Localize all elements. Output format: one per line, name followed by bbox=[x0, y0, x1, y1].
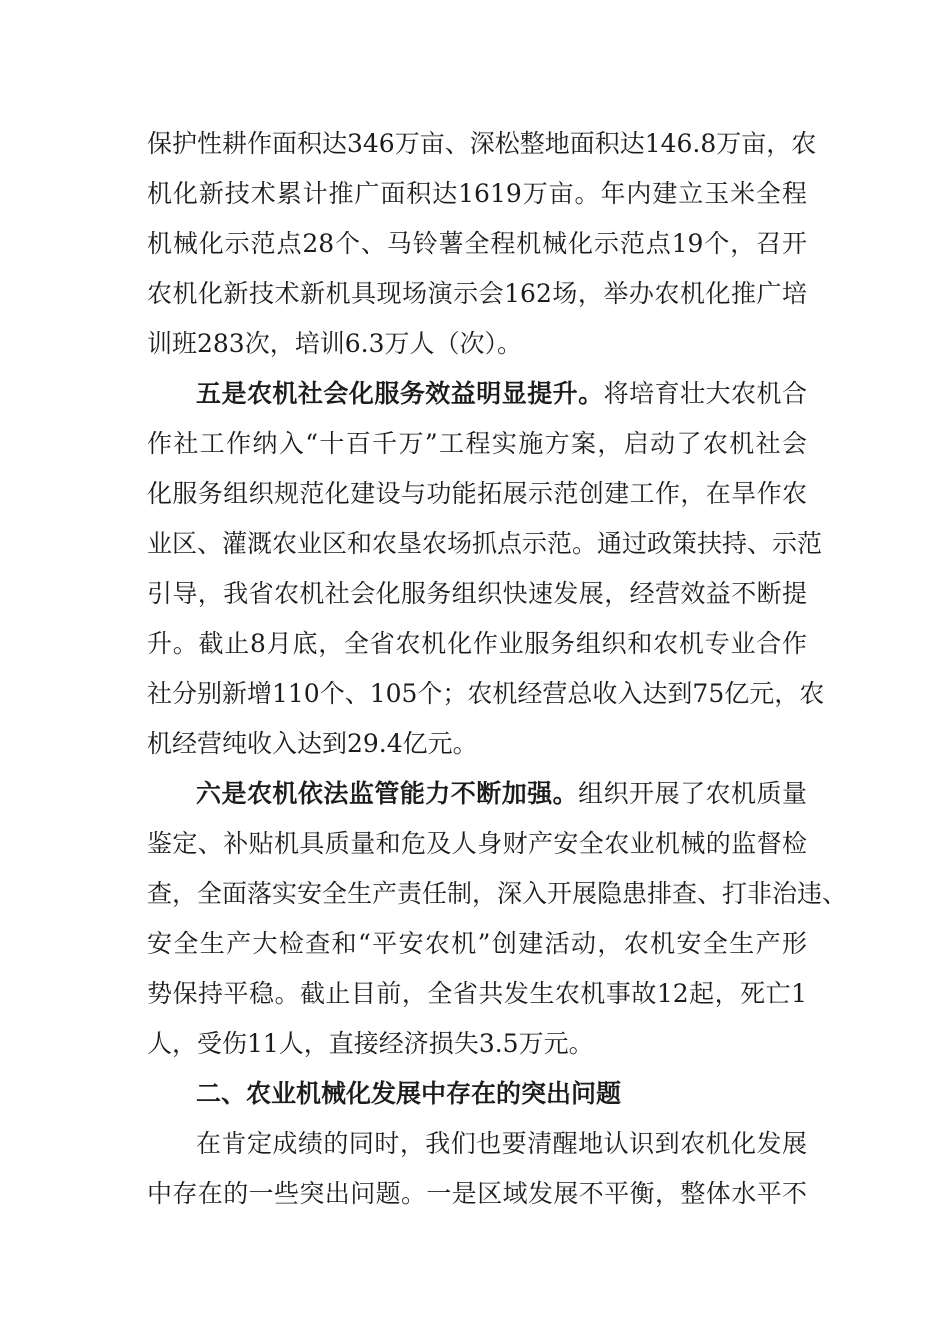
paragraph-line: 训班283次，培训6.3万人（次）。 bbox=[147, 329, 522, 358]
paragraph-line: 机经营纯收入达到29.4亿元。 bbox=[147, 729, 478, 758]
paragraph-line: 化服务组织规范化建设与功能拓展示范创建工作，在旱作农 bbox=[147, 479, 807, 508]
paragraph-line: 机化新技术累计推广面积达1619万亩。年内建立玉米全程 bbox=[147, 179, 807, 208]
paragraph-line: 作社工作纳入“十百千万”工程实施方案，启动了农机社会 bbox=[147, 429, 807, 458]
paragraph-line: 业区、灌溉农业区和农垦农场抓点示范。通过政策扶持、示范 bbox=[147, 529, 823, 558]
paragraph-line: 安全生产大检查和“平安农机”创建活动，农机安全生产形 bbox=[147, 929, 807, 958]
section-lead-six: 六是农机依法监管能力不断加强。 bbox=[196, 779, 579, 808]
section-lead-five: 五是农机社会化服务效益明显提升。 bbox=[196, 379, 604, 408]
paragraph-first-line bbox=[196, 776, 807, 812]
section-heading: 二、农业机械化发展中存在的突出问题 bbox=[196, 1079, 622, 1108]
paragraph-line: 保护性耕作面积达346万亩、深松整地面积达146.8万亩，农 bbox=[147, 129, 817, 158]
paragraph-line: 机械化示范点28个、马铃薯全程机械化示范点19个，召开 bbox=[147, 229, 807, 258]
paragraph-line: 鉴定、补贴机具质量和危及人身财产安全农业机械的监督检 bbox=[147, 829, 807, 858]
paragraph-line: 查，全面落实安全生产责任制，深入开展隐患排查、打非治违、 bbox=[147, 879, 848, 908]
paragraph-line: 引导，我省农机社会化服务组织快速发展，经营效益不断提 bbox=[147, 579, 807, 608]
paragraph-line: 农机化新技术新机具现场演示会162场，举办农机化推广培 bbox=[147, 279, 807, 308]
paragraph-line: 势保持平稳。截止目前，全省共发生农机事故12起，死亡1 bbox=[147, 979, 807, 1008]
paragraph-line: 人，受伤11人，直接经济损失3.5万元。 bbox=[147, 1029, 594, 1058]
paragraph-text: 将培育壮大农机合 bbox=[603, 379, 807, 408]
paragraph-first-line bbox=[196, 376, 807, 412]
paragraph-line: 升。截止8月底，全省农机化作业服务组织和农机专业合作 bbox=[147, 629, 807, 658]
paragraph-text: 组织开展了农机质量 bbox=[578, 779, 807, 808]
paragraph-line: 在肯定成绩的同时，我们也要清醒地认识到农机化发展 bbox=[196, 1129, 807, 1158]
paragraph-line: 中存在的一些突出问题。一是区域发展不平衡，整体水平不 bbox=[147, 1179, 807, 1208]
paragraph-line: 社分别新增110个、105个；农机经营总收入达到75亿元，农 bbox=[147, 679, 825, 708]
